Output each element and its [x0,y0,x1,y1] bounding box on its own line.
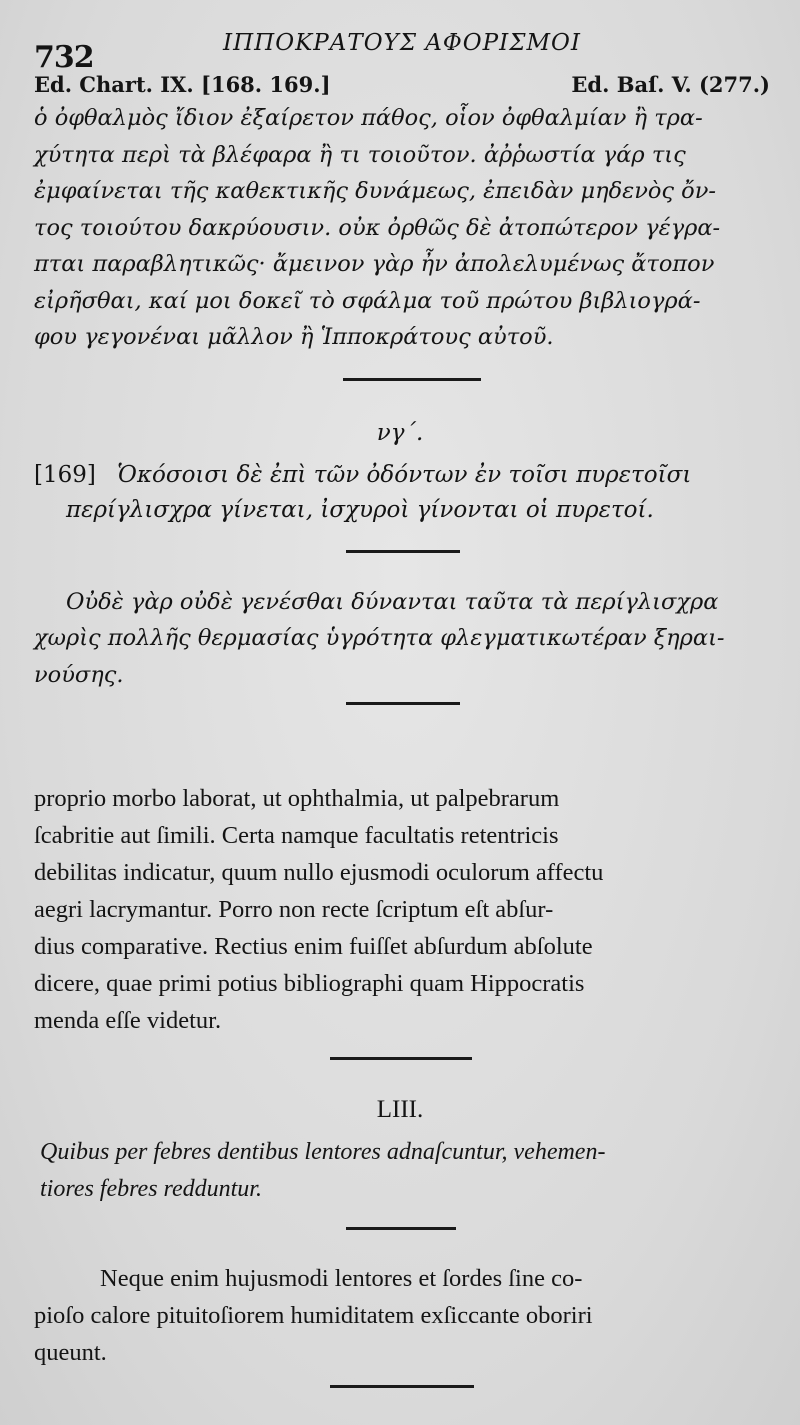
text-line: pioſo calore pituitoſiorem humiditatem exſiccante oboriri [34,1302,593,1329]
text-line: Quibus per febres dentibus lentores adnaſcuntur, vehemen- [40,1139,606,1165]
greek-commentary-2 [66,584,766,621]
edition-basel-ref: Ed. Baſ. V. (277.) [571,72,770,97]
text-line: Neque enim hujusmodi lentores et ſordes ſine co- [100,1265,583,1292]
edition-chartier-ref: Ed. Chart. IX. [168. 169.] [34,72,331,97]
section-divider [330,1385,474,1388]
text-line: εἰρῆσθαι, καί μοι δοκεῖ τὸ σφάλμα τοῦ πρώτου βιβλιογρά- [34,287,701,314]
text-line: νούσης. [34,661,124,688]
text-line: aegri lacrymantur. Porro non recte ſcriptum eſt abſur- [34,896,554,923]
latin-aphorism [40,1134,766,1208]
text-line: Οὐδὲ γὰρ οὐδὲ γενέσθαι δύνανται ταῦτα τὰ περίγλισχρα [66,589,719,615]
greek-commentary-2-cont [34,620,764,693]
text-line: dius comparative. Rectius enim fuiſſet abſurdum abſolute [34,933,593,960]
text-line: dicere, quae primi potius bibliographi quam Hippocratis [34,970,585,997]
page-header [34,30,770,75]
greek-aphorism-line-1 [34,462,766,488]
text-line: debilitas indicatur, quum nullo ejusmodi oculorum affectu [34,859,604,886]
text-line: πται παραβλητικῶς· ἄμεινον γὰρ ἦν ἀπολελυμένως ἄτοπον [34,251,715,277]
text-line: τος τοιούτου δακρύουσιν. οὐκ ὀρθῶς δὲ ἀτοπώτερον γέγρα- [34,214,721,241]
edition-reference-line [34,72,770,102]
page-bracket-number: [169] [34,462,96,488]
text-line: queunt. [34,1339,107,1366]
latin-commentary-2-cont [34,1297,766,1371]
text-line: χύτητα περὶ τὰ βλέφαρα ἢ τι τοιοῦτον. ἀῤῥωστία γάρ τις [34,141,686,168]
text-line: proprio morbo laborat, ut ophthalmia, ut palpebrarum [34,785,560,812]
section-divider [346,550,460,553]
text-line: menda eſſe videtur. [34,1007,222,1034]
text-line: ἐμφαίνεται τῆς καθεκτικῆς δυνάμεως, ἐπειδὰν μηδενὸς ὄν- [34,178,716,204]
latin-commentary-1 [34,780,766,1039]
text-line: ὁ ὀφθαλμὸς ἴδιον ἐξαίρετον πάθος, οἷον ὀφθαλμίαν ἢ τρα- [34,105,703,131]
section-divider [346,702,460,705]
text-line: ſcabritie aut ſimili. Certa namque facultatis retentricis [34,822,559,849]
greek-aphorism-line-2 [66,497,766,523]
page-number: 732 [34,40,94,75]
greek-aphorism-text: Ὁκόσοισι δὲ ἐπὶ τῶν ὀδόντων ἐν τοῖσι πυρετοῖσι [117,462,692,488]
greek-commentary-1 [34,100,764,356]
section-divider [346,1227,456,1230]
text-line: φου γεγονέναι μᾶλλον ἢ Ἱπποκράτους αὐτοῦ. [34,324,554,350]
text-line: tiores febres redduntur. [40,1176,262,1202]
greek-aphorism-text: περίγλισχρα γίνεται, ἰσχυροὶ γίνονται οἱ πυρετοί. [66,497,654,523]
section-divider [343,378,481,381]
latin-section-number: LIII. [376,1096,424,1123]
text-line: χωρὶς πολλῆς θερμασίας ὑγρότητα φλεγματικωτέραν ξηραι- [34,625,725,651]
latin-commentary-2 [100,1260,766,1297]
greek-section-number: νγ΄. [376,420,424,446]
section-divider [330,1057,472,1060]
running-title: ΙΠΠΟΚΡΑΤΟΥΣ ΑΦΟΡΙΣΜΟΙ [223,30,581,56]
